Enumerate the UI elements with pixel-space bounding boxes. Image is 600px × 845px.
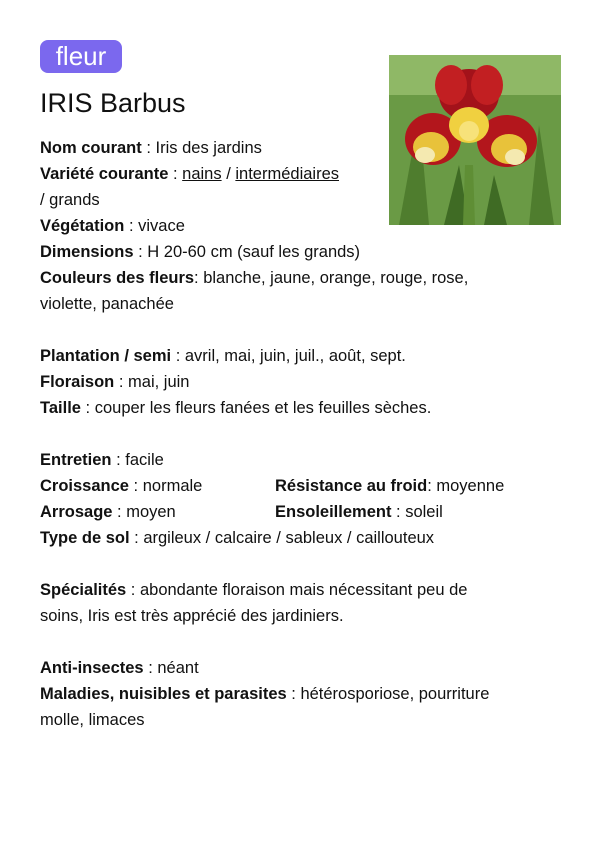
field-label: Maladies, nuisibles et parasites (40, 685, 287, 703)
field-label: Croissance (40, 477, 129, 495)
field-value: : Iris des jardins (141, 139, 262, 157)
page-title: IRIS Barbus (40, 88, 186, 118)
field-value: : soleil (391, 503, 443, 521)
field-sep: / (221, 165, 236, 183)
field-value: : abondante floraison mais nécessitant peu de (126, 581, 468, 599)
field-label: Spécialités (40, 581, 127, 599)
link-intermediaires[interactable]: intermédiaires (235, 165, 339, 183)
field-ensoleillement (275, 502, 443, 522)
link-nains[interactable]: nains (182, 165, 222, 183)
field-couleurs-cont: violette, panachée (40, 295, 174, 313)
field-label: Floraison (40, 373, 115, 391)
field-arrosage (40, 502, 176, 522)
field-variete-cont: / grands (40, 191, 100, 209)
field-specialites-cont: soins, Iris est très apprécié des jardiniers. (40, 607, 344, 625)
field-maladies (40, 684, 489, 704)
field-specialites (40, 580, 467, 600)
field-floraison (40, 372, 189, 392)
field-nom-courant (40, 138, 262, 158)
field-dimensions (40, 242, 360, 262)
field-value: : moyen (112, 503, 176, 521)
field-label: Couleurs des fleurs (40, 269, 195, 287)
field-vegetation (40, 216, 185, 236)
field-label: Nom courant (40, 139, 142, 157)
field-type-sol (40, 528, 434, 548)
field-value: : néant (143, 659, 199, 677)
field-value: : hétérosporiose, pourriture (286, 685, 490, 703)
field-couleurs (40, 268, 468, 288)
field-label: Végétation (40, 217, 125, 235)
field-value: : blanche, jaune, orange, rouge, rose, (194, 269, 469, 287)
field-label: Anti-insectes (40, 659, 144, 677)
category-badge: fleur (40, 40, 122, 73)
field-label: Type de sol (40, 529, 130, 547)
field-resistance (275, 476, 504, 496)
field-croissance (40, 476, 202, 496)
field-label: Taille (40, 399, 81, 417)
field-anti-insectes (40, 658, 199, 678)
field-sep: : (168, 165, 183, 183)
field-value: : argileux / calcaire / sableux / caillouteux (129, 529, 435, 547)
field-value: : moyenne (427, 477, 505, 495)
field-maladies-cont: molle, limaces (40, 711, 145, 729)
field-label: Plantation / semi (40, 347, 172, 365)
field-value: : vivace (124, 217, 185, 235)
field-value: : avril, mai, juin, juil., août, sept. (171, 347, 406, 365)
field-value: : normale (128, 477, 203, 495)
field-label: Arrosage (40, 503, 113, 521)
field-value: : H 20-60 cm (sauf les grands) (133, 243, 361, 261)
field-taille (40, 398, 431, 418)
field-variete (40, 164, 339, 184)
field-label: Ensoleillement (275, 503, 392, 521)
field-value: : couper les fleurs fanées et les feuilles sèches. (80, 399, 432, 417)
field-value: : mai, juin (114, 373, 190, 391)
iris-flower-photo (389, 55, 561, 225)
field-entretien (40, 450, 164, 470)
field-label: Entretien (40, 451, 112, 469)
field-value: : facile (111, 451, 164, 469)
field-label: Variété courante (40, 165, 169, 183)
field-label: Dimensions (40, 243, 134, 261)
field-plantation (40, 346, 406, 366)
field-label: Résistance au froid (275, 477, 428, 495)
